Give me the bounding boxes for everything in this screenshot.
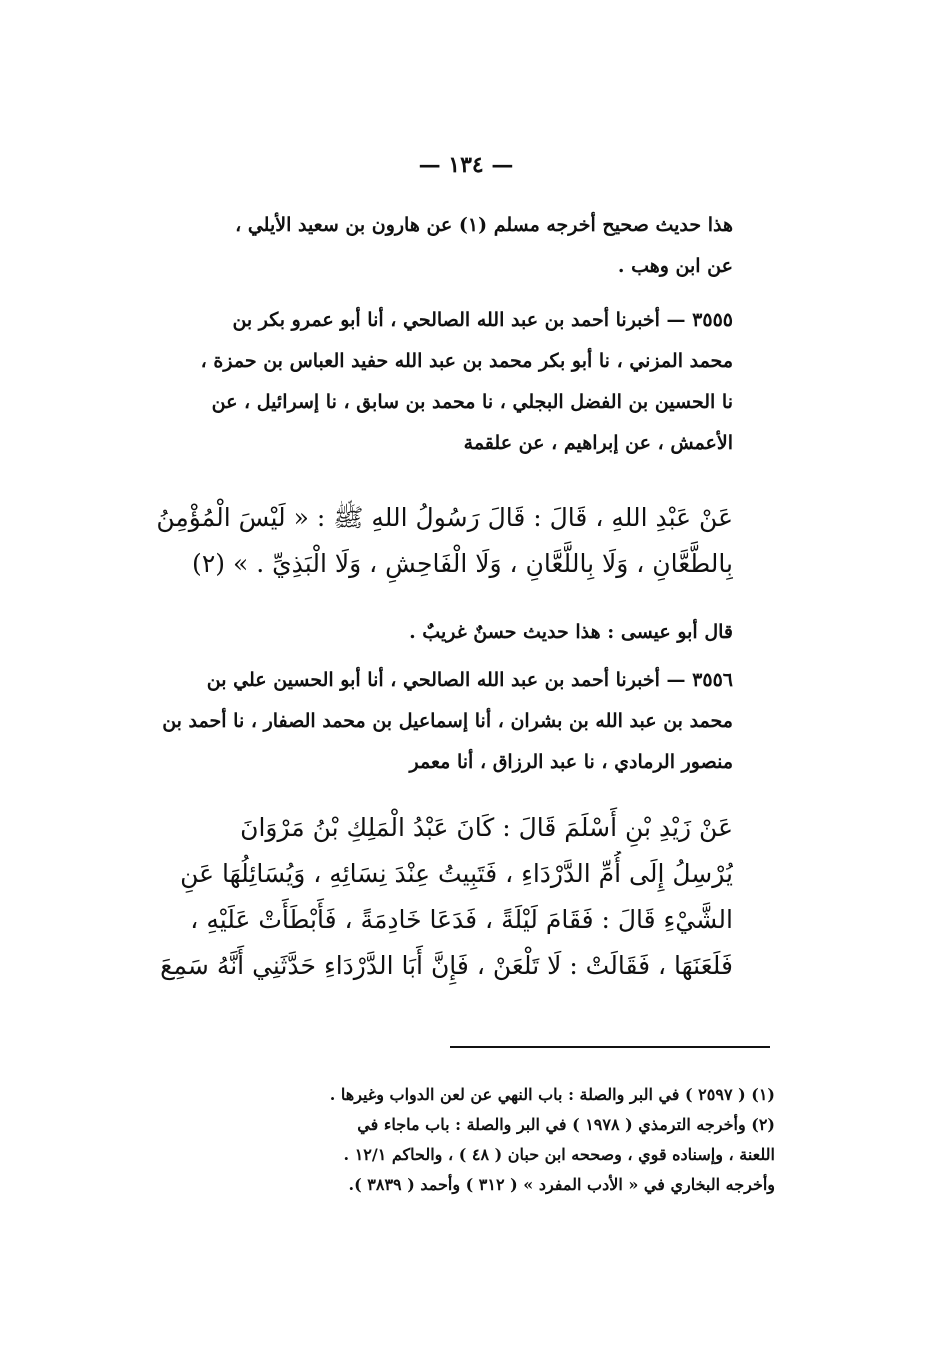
text-block-authentication bbox=[125, 205, 733, 287]
text-line: فَلَعَنَهَا ، فَقَالَتْ : لَا تَلْعَنْ ، فَإِنَّ أَبَا الدَّرْدَاءِ حَدَّثَنِي أَنَّهُ سَمِعَ bbox=[160, 951, 733, 980]
text-line: نا الحسين بن الفضل البجلي ، نا محمد بن سابق ، نا إسرائيل ، عن bbox=[211, 391, 733, 413]
text-line: محمد بن عبد الله بن بشران ، أنا إسماعيل بن محمد الصفار ، نا أحمد بن bbox=[162, 710, 733, 732]
text-line: عَنْ عَبْدِ اللهِ ، قَالَ : قَالَ رَسُولُ اللهِ ﷺ : « لَيْسَ الْمُؤْمِنُ bbox=[156, 503, 733, 532]
page-number: — ١٣٤ — bbox=[418, 152, 514, 178]
footnote-divider bbox=[450, 1046, 770, 1048]
text-block-isnad-3556 bbox=[125, 660, 733, 783]
text-line: هذا حديث صحيح أخرجه مسلم (١) عن هارون بن سعيد الأيلي ، bbox=[235, 214, 733, 236]
text-line: عن ابن وهب . bbox=[617, 255, 733, 277]
text-block-hadith-3556 bbox=[125, 805, 733, 989]
text-line: عَنْ زَيْدِ بْنِ أَسْلَمَ قَالَ : كَانَ عَبْدُ الْمَلِكِ بْنُ مَرْوَانَ bbox=[240, 813, 733, 842]
text-line: منصور الرمادي ، نا عبد الرزاق ، أنا معمر bbox=[409, 751, 733, 773]
text-line: ٣٥٥٥ — أخبرنا أحمد بن عبد الله الصالحي ، أنا أبو عمرو بكر بن bbox=[232, 309, 733, 331]
footnote-line: (٢) وأخرجه الترمذي ( ١٩٧٨ ) في البر والصلة : باب ماجاء في bbox=[357, 1115, 775, 1134]
footnotes bbox=[125, 1080, 775, 1200]
text-line: محمد المزني ، نا أبو بكر محمد بن عبد الله حفيد العباس بن حمزة ، bbox=[200, 350, 733, 372]
footnote-line: اللعنة ، وإسناده قوي ، وصححه ابن حبان ( ٤٨ ) ، والحاكم ١٢/١ . bbox=[343, 1145, 775, 1164]
footnote-line: (١) ( ٢٥٩٧ ) في البر والصلة : باب النهي عن لعن الدواب وغيرها . bbox=[329, 1085, 775, 1104]
text-line: قال أبو عيسى : هذا حديث حسنٌ غريبٌ . bbox=[409, 621, 733, 643]
text-line: الشَّيْءِ قَالَ : فَقَامَ لَيْلَةً ، فَدَعَا خَادِمَةً ، فَأَبْطَأَتْ عَلَيْهِ ، bbox=[190, 905, 733, 934]
text-line: الأعمش ، عن إبراهيم ، عن علقمة bbox=[463, 432, 733, 454]
text-line: ٣٥٥٦ — أخبرنا أحمد بن عبد الله الصالحي ، أنا أبو الحسين علي بن bbox=[206, 669, 733, 691]
text-block-hadith-3555 bbox=[125, 495, 733, 587]
text-block-isnad-3555 bbox=[125, 300, 733, 464]
text-line: بِالطَّعَّانِ ، وَلَا بِاللَّعَّانِ ، وَلَا الْفَاحِشِ ، وَلَا الْبَذِيِّ . » (٢) bbox=[192, 549, 733, 578]
text-line: يُرْسِلُ إِلَى أُمِّ الدَّرْدَاءِ ، فَتَبِيتُ عِنْدَ نِسَائِهِ ، وَيُسَائِلُهَا عَنِ bbox=[180, 859, 733, 888]
text-block-grading bbox=[125, 612, 733, 653]
footnote-line: وأخرجه البخاري في « الأدب المفرد » ( ٣١٢ ) وأحمد ( ٣٨٣٩ ). bbox=[348, 1175, 775, 1194]
